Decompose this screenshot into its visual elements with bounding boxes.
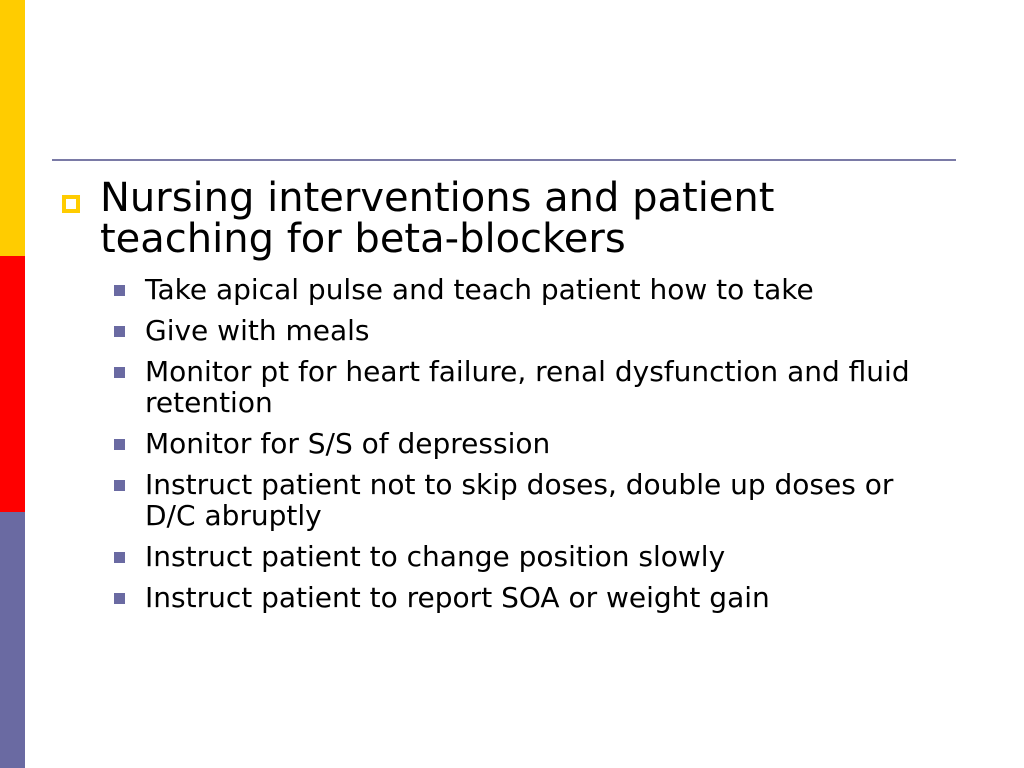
filled-square-bullet-icon <box>114 593 125 604</box>
list-item <box>114 541 942 572</box>
slide-body <box>62 175 942 623</box>
accent-bar-purple <box>0 512 25 768</box>
filled-square-bullet-icon <box>114 480 125 491</box>
sub-point-text: Instruct patient to change position slowly <box>145 540 726 573</box>
sub-point-text: Instruct patient to report SOA or weight gain <box>145 581 770 614</box>
filled-square-bullet-icon <box>114 326 125 337</box>
list-item <box>114 274 942 305</box>
list-item <box>114 469 942 531</box>
list-item <box>114 428 942 459</box>
accent-bar-red <box>0 256 25 512</box>
sub-point-list <box>114 274 942 613</box>
filled-square-bullet-icon <box>114 552 125 563</box>
filled-square-bullet-icon <box>114 439 125 450</box>
list-item <box>114 582 942 613</box>
sub-point-text: Instruct patient not to skip doses, double up doses or D/C abruptly <box>145 468 894 532</box>
accent-bar-yellow <box>0 0 25 256</box>
sub-point-text: Take apical pulse and teach patient how to take <box>145 273 814 306</box>
list-item <box>114 315 942 346</box>
hollow-square-bullet-icon <box>62 195 80 213</box>
title-divider <box>52 159 956 161</box>
sub-point-text: Monitor pt for heart failure, renal dysfunction and fluid retention <box>145 355 910 419</box>
filled-square-bullet-icon <box>114 285 125 296</box>
sub-point-text: Give with meals <box>145 314 370 347</box>
sub-point-text: Monitor for S/S of depression <box>145 427 551 460</box>
main-bullet-point <box>62 175 942 262</box>
main-point-text: Nursing interventions and patient teaching for beta-blockers <box>100 175 775 262</box>
filled-square-bullet-icon <box>114 367 125 378</box>
list-item <box>114 356 942 418</box>
